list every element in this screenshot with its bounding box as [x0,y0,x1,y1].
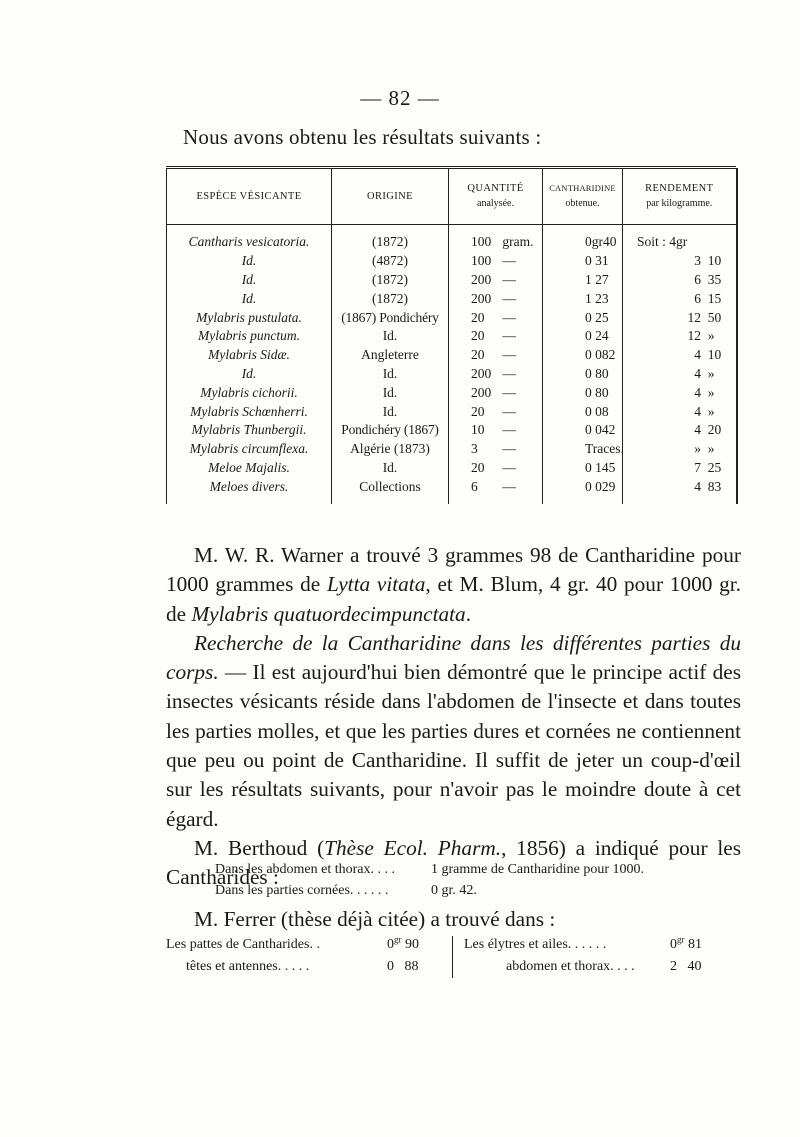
table-row [167,346,737,365]
cell-espece: Cantharis vesicatoria. [167,225,332,252]
list-item: Les élytres et ailes. . . . . . $0^{gr}$ 81 [464,934,702,952]
cell-quantite: 20 — [449,327,543,346]
cell-cantharidine: 0 25 [543,308,623,327]
ferrer-line [166,905,741,934]
cell-quantite: 20 — [449,308,543,327]
cell-espece: Mylabris circumflexa. [167,440,332,459]
cell-rendement: 6 35 [623,271,737,290]
cell-rendement: 4 » [623,402,737,421]
cell-quantite: 200 — [449,365,543,384]
cell-espece: Id. [167,271,332,290]
table-row [167,383,737,402]
cell-espece: Id. [167,289,332,308]
cell-rendement: 4 83 [623,477,737,504]
cell-origine: (1872) [332,225,449,252]
paragraph-ferrer: M. Ferrer (thèse déjà citée) a trouvé dans : [194,907,556,931]
cell-quantite: 20 — [449,459,543,478]
cell-cantharidine: 0 029 [543,477,623,504]
table-row [167,402,737,421]
cell-origine: Collections [332,477,449,504]
cell-espece: Id. [167,252,332,271]
cell-cantharidine: 1 27 [543,271,623,290]
cell-rendement: 3 10 [623,252,737,271]
table-row [167,225,737,252]
table-row [167,477,737,504]
cell-rendement: » » [623,440,737,459]
page-number: — 82 — [360,86,440,110]
column-divider [452,936,453,978]
paragraph-berthoud: M. Berthoud (Thèse Ecol. Pharm., 1856) a indiqué pour les Cantharides : [166,835,741,890]
cell-rendement: 4 10 [623,346,737,365]
cell-cantharidine: 0 08 [543,402,623,421]
cell-origine: (1867) Pondichéry [332,308,449,327]
cell-quantite: 20 — [449,346,543,365]
cell-cantharidine: 1 23 [543,289,623,308]
paragraph-recherche: Recherche de la Cantharidine dans les différentes parties du corps. — Il est aujourd'hui bien démontré que le principe actif des insectes vésicants réside dans l'abdomen de l'insecte et dans toutes les parties molles, et que les parties dures et cornées ne contiennent que peu ou point de Cantharidine. Il suffit de jeter un coup-d'œil sur les résultats suivants, pour n'avoir pas le moindre doute à cet égard. [166,630,741,831]
table-row [167,327,737,346]
cell-origine: Id. [332,327,449,346]
cell-cantharidine: 0 145 [543,459,623,478]
cell-origine: (4872) [332,252,449,271]
table-row [167,308,737,327]
cell-cantharidine: 0 80 [543,365,623,384]
cell-espece: Meloe Majalis. [167,459,332,478]
cell-cantharidine: 0 31 [543,252,623,271]
list-item: abdomen et thorax. . . . 2 40 [506,959,702,974]
table-row [167,271,737,290]
cell-quantite: 200 — [449,289,543,308]
cell-espece: Mylabris Sidæ. [167,346,332,365]
header-cantharidine: CANTHARIDINE obtenue. [543,168,623,225]
cell-quantite: 100 — [449,252,543,271]
cell-espece: Id. [167,365,332,384]
cell-rendement: 7 25 [623,459,737,478]
cell-rendement: 12 50 [623,308,737,327]
cell-espece: Mylabris Schœnherri. [167,402,332,421]
list-item: Dans les parties cornées. . . . . . 0 gr. 42. [215,883,477,898]
cell-origine: (1872) [332,271,449,290]
cell-rendement: 6 15 [623,289,737,308]
table-row [167,440,737,459]
cell-origine: Angleterre [332,346,449,365]
cell-origine: (1872) [332,289,449,308]
intro-text: Nous avons obtenu les résultats suivants : [183,125,542,149]
berthoud-list [215,862,644,904]
table-header-row [167,168,737,225]
list-item: Les pattes de Cantharides. . $0^{gr}$ 90 [166,934,419,952]
header-origine: ORIGINE [332,168,449,225]
table-row [167,252,737,271]
cell-quantite: 6 — [449,477,543,504]
cell-origine: Id. [332,402,449,421]
cell-cantharidine: Traces. [543,440,623,459]
ferrer-left-list [166,934,419,978]
table-row [167,289,737,308]
cell-espece: Mylabris punctum. [167,327,332,346]
cell-rendement: 4 20 [623,421,737,440]
cell-espece: Mylabris Thunbergii. [167,421,332,440]
cell-cantharidine: 0 24 [543,327,623,346]
table-row [167,365,737,384]
cell-cantharidine: 0 042 [543,421,623,440]
cell-espece: Mylabris pustulata. [167,308,332,327]
cell-rendement: 4 » [623,365,737,384]
header-rendement: RENDEMENT par kilogramme. [623,168,737,225]
header-quantite: QUANTITÉ analysée. [449,168,543,225]
cell-cantharidine: 0 80 [543,383,623,402]
cell-cantharidine: 0gr40 [543,225,623,252]
cell-quantite: 100 gram. [449,225,543,252]
cell-espece: Meloes divers. [167,477,332,504]
cell-quantite: 200 — [449,271,543,290]
cell-origine: Id. [332,365,449,384]
cell-origine: Id. [332,383,449,402]
cell-quantite: 10 — [449,421,543,440]
header-espece: ESPÈCE VÉSICANTE [167,168,332,225]
cell-quantite: 200 — [449,383,543,402]
cell-origine: Algérie (1873) [332,440,449,459]
ferrer-right-list [464,934,702,978]
cell-rendement: Soit : 4gr [623,225,737,252]
cell-rendement: 12 » [623,327,737,346]
cell-rendement: 4 » [623,383,737,402]
paragraph-warner: M. W. R. Warner a trouvé 3 grammes 98 de Cantharidine pour 1000 grammes de Lytta vitata, et M. Blum, 4 gr. 40 pour 1000 gr. de Mylabris quatuordecimpunctata. [166,543,741,626]
list-item: Dans les abdomen et thorax. . . . 1 gramme de Cantharidine pour 1000. [215,862,645,877]
table-row [167,421,737,440]
cell-espece: Mylabris cichorii. [167,383,332,402]
cell-quantite: 20 — [449,402,543,421]
cell-quantite: 3 — [449,440,543,459]
cell-origine: Id. [332,459,449,478]
results-table [166,168,738,504]
body-text [166,541,741,893]
cell-origine: Pondichéry (1867) [332,421,449,440]
list-item: têtes et antennes. . . . . 0 88 [186,959,419,974]
cell-cantharidine: 0 082 [543,346,623,365]
table-row [167,459,737,478]
